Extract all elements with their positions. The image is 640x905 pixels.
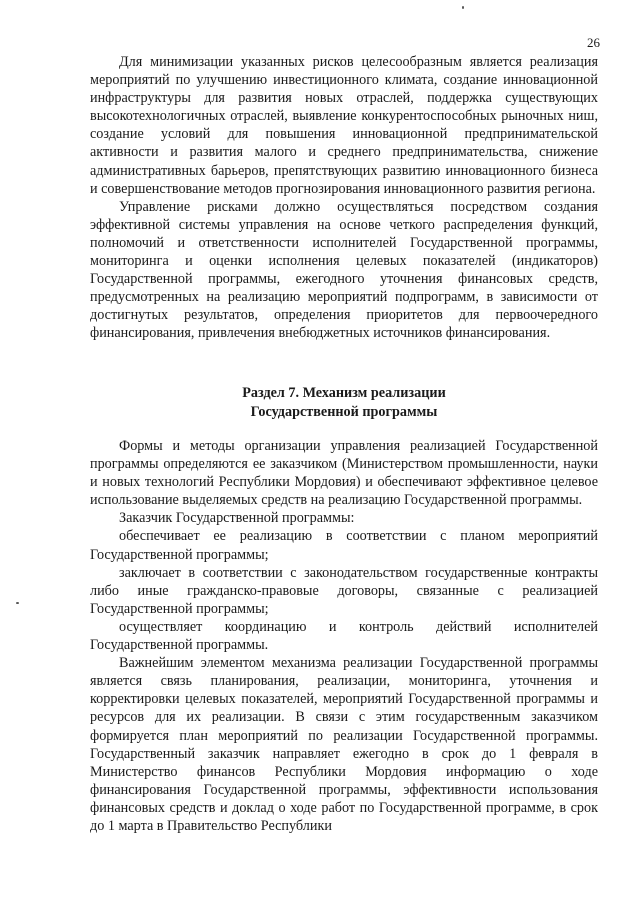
section-heading-line: Раздел 7. Механизм реализации <box>242 385 446 401</box>
scan-speck <box>462 6 464 9</box>
paragraph: осуществляет координацию и контроль действий исполнителей Государственной программы. <box>90 618 598 654</box>
body-text-bottom <box>90 437 598 835</box>
paragraph: Формы и методы организации управления реализацией Государственной программы определяются ее заказчиком (Министерством промышленности, науки и новых технологий Республики Мордовия) и обеспечивают эффективное целевое использование выделяемых средств на реализацию Государственной программы. <box>90 438 598 509</box>
page-number: 26 <box>587 35 600 50</box>
paragraph: Управление рисками должно осуществляться посредством создания эффективной системы управления на основе четкого распределения функций, полномочий и ответственности исполнителей Государственной программы, мониторинга и оценки исполнения целевых показателей (индикаторов) Государственной программы, ежегодного уточнения финансовых средств, предусмотренных на реализацию мероприятий подпрограмм, в зависимости от достигнутых результатов, определения приоритетов для первоочередного финансирования, привлечения внебюджетных источников финансирования. <box>90 198 598 342</box>
paragraph: обеспечивает ее реализацию в соответствии с планом мероприятий Государственной программы; <box>90 528 598 563</box>
scan-speck <box>16 602 19 604</box>
paragraph: заключает в соответствии с законодательством государственные контракты либо иные гражданско-правовые договоры, связанные с реализацией Государственной программы; <box>90 564 598 617</box>
paragraph: Для минимизации указанных рисков целесообразным является реализация мероприятий по улучшению инвестиционного климата, создание инновационной инфраструктуры для развития новых отраслей, поддержка существующих высокотехнологичных отраслей, выявление конкурентоспособных рыночных ниш, создание условий для повышения инновационной предпринимательской активности и развития малого и среднего предпринимательства, снижение административных барьеров, препятствующих развитию инновационного бизнеса и совершенствование методов прогнозирования инновационного развития региона. <box>90 54 598 197</box>
paragraph: Важнейшим элементом механизма реализации Государственной программы является связь планирования, реализации, мониторинга, уточнения и корректировки целевых показателей, мероприятий Государственной программы и ресурсов для их реализации. В связи с этим государственным заказчиком формируется план мероприятий по реализации Государственной программы. Государственный заказчик направляет ежегодно в срок до 1 февраля в Министерство финансов Республики Мордовия информацию о ходе финансирования Государственной программы, эффективности использования финансовых средств и доклад о ходе работ по Государственной программе, в срок до 1 марта в Правительство Республики <box>90 655 598 834</box>
section-heading <box>90 384 598 422</box>
section-heading-line: Государственной программы <box>250 404 438 420</box>
paragraph: Заказчик Государственной программы: <box>119 510 355 527</box>
body-text-top <box>90 53 598 343</box>
